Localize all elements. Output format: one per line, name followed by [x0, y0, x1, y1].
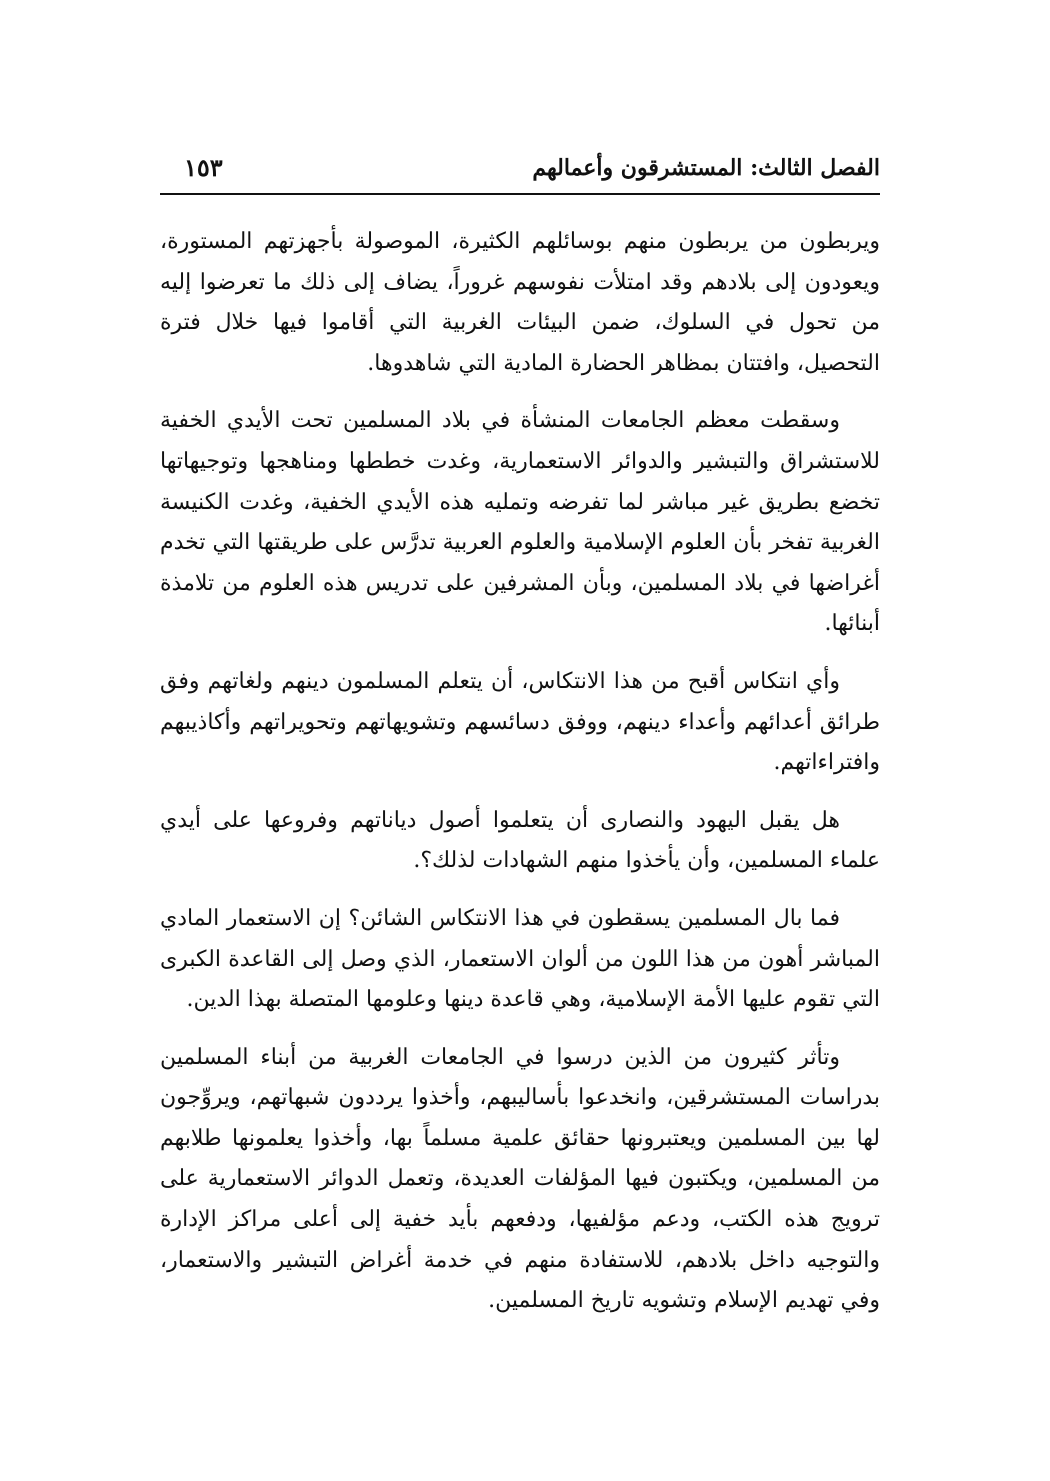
- paragraph: وأي انتكاس أقبح من هذا الانتكاس، أن يتعلم المسلمون دينهم ولغاتهم وفق طرائق أعدائهم وأعداء دينهم، ووفق دسائسهم وتشويهاتهم وتحويراتهم وأكاذيبهم وافتراءاتهم.: [160, 668, 880, 776]
- paragraph: هل يقبل اليهود والنصارى أن يتعلموا أصول دياناتهم وفروعها على أيدي علماء المسلمين، وأن يأخذوا منهم الشهادات لذلك؟.: [160, 807, 880, 874]
- page-header: [160, 148, 880, 192]
- paragraph: ويربطون من يربطون منهم بوسائلهم الكثيرة، الموصولة بأجهزتهم المستورة، ويعودون إلى بلادهم وقد امتلأت نفوسهم غروراً، يضاف إلى ذلك ما تعرضوا إليه من تحول في السلوك، ضمن البيئات الغربية التي أقاموا فيها خلال فترة التحصيل، وافتتان بمظاهر الحضارة المادية التي شاهدوها.: [160, 229, 880, 376]
- body-text: [160, 222, 880, 1339]
- page-number: ١٥٣: [184, 153, 223, 182]
- paragraph: فما بال المسلمين يسقطون في هذا الانتكاس الشائن؟ إن الاستعمار المادي المباشر أهون من هذا اللون من ألوان الاستعمار، الذي وصل إلى القاعدة الكبرى التي تقوم عليها الأمة الإسلامية، وهي قاعدة دينها وعلومها المتصلة بهذا الدين.: [160, 905, 880, 1013]
- paragraph: وتأثر كثيرون من الذين درسوا في الجامعات الغربية من أبناء المسلمين بدراسات المستشرقين، وانخدعوا بأساليبهم، وأخذوا يرددون شبهاتهم، ويروِّجون لها بين المسلمين ويعتبرونها حقائق علمية مسلماً بها، وأخذوا يعلمونها طلابهم من المسلمين، ويكتبون فيها المؤلفات العديدة، وتعمل الدوائر الاستعمارية على ترويج هذه الكتب، ودعم مؤلفيها، ودفعهم بأيد خفية إلى أعلى مراكز الإدارة والتوجيه داخل بلادهم، للاستفادة منهم في خدمة أغراض التبشير والاستعمار، وفي تهديم الإسلام وتشويه تاريخ المسلمين.: [160, 1044, 880, 1314]
- running-title: الفصل الثالث: المستشرقون وأعمالهم: [532, 155, 880, 181]
- paragraph: وسقطت معظم الجامعات المنشأة في بلاد المسلمين تحت الأيدي الخفية للاستشراق والتبشير والدوائر الاستعمارية، وغدت خططها ومناهجها وتوجيهاتها تخضع بطريق غير مباشر لما تفرضه وتمليه هذه الأيدي الخفية، وغدت الكنيسة الغربية تفخر بأن العلوم الإسلامية والعلوم العربية تدرَّس على طريقتها التي تخدم أغراضها في بلاد المسلمين، وبأن المشرفين على تدريس هذه العلوم من تلامذة أبنائها.: [160, 408, 880, 637]
- header-divider: [160, 193, 880, 195]
